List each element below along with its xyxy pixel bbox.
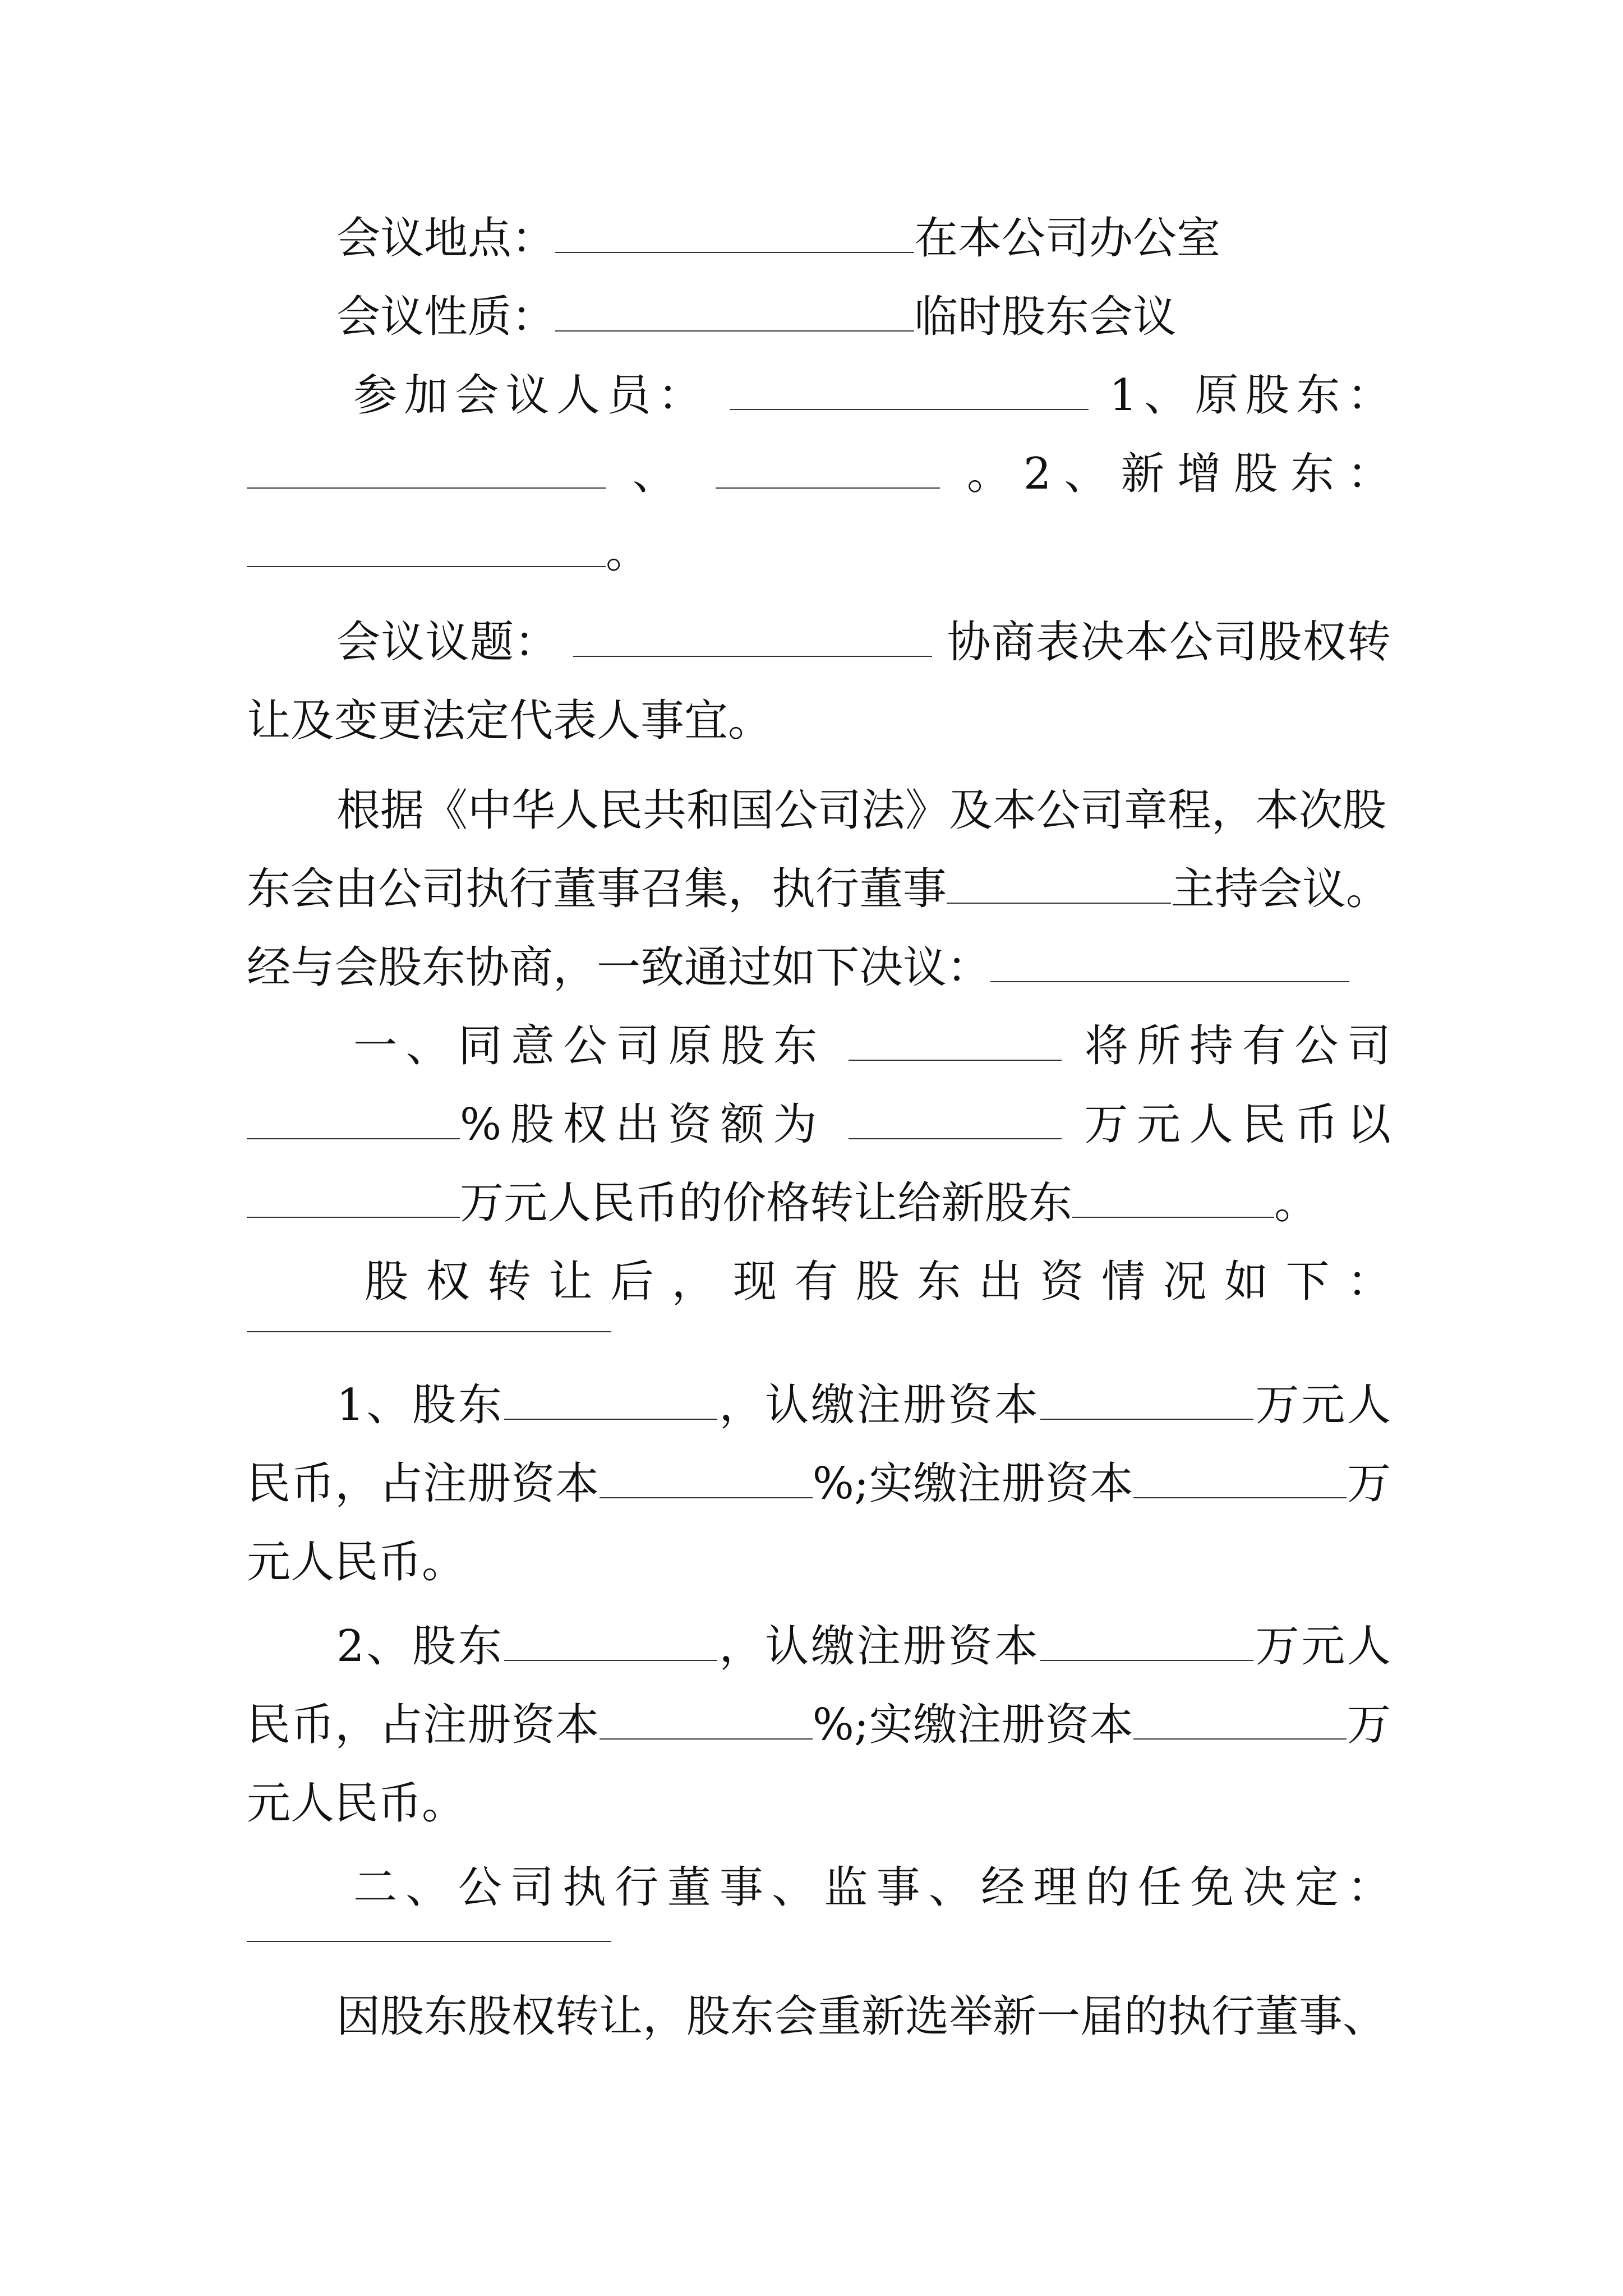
attendees-line <box>353 365 1391 426</box>
shareholder-2-paid-blank <box>1133 1705 1347 1740</box>
shareholder-2-text: 2、股东 <box>336 1621 504 1672</box>
host-director-blank <box>947 869 1171 904</box>
shareholder-1-text-7: 元人民币。 <box>247 1537 466 1588</box>
meeting-nature-line <box>336 286 1391 348</box>
topic-text: 协商表决本公司股权转 <box>947 617 1391 668</box>
basis-text-4: 经与会股东协商，一致通过如下决议： <box>247 942 991 993</box>
shareholder-1-text: 1、股东 <box>336 1380 504 1430</box>
basis-line <box>336 780 1391 841</box>
attendees-line-3 <box>247 522 1391 583</box>
meeting-nature-value: 临时股东会议 <box>914 292 1177 342</box>
shareholder-1-text-4: 民币，占注册资本 <box>247 1458 600 1509</box>
attendees-period: 。 <box>606 527 650 578</box>
topic-line-2 <box>247 690 1391 752</box>
meeting-place-blank <box>555 218 914 253</box>
resolution-1-line-2 <box>247 1094 1391 1156</box>
meeting-place-label: 会议地点： <box>336 213 556 264</box>
attendees-separator: 、 <box>632 449 689 499</box>
capital-amount-blank <box>849 1105 1062 1139</box>
shareholder-2-line-3 <box>247 1773 1391 1834</box>
basis-text: 根据《中华人民共和国公司法》及本公司章程，本次股 <box>336 785 1387 836</box>
shareholder-2-percent-blank <box>600 1705 813 1740</box>
equity-percent-blank <box>247 1105 460 1139</box>
resolution-2-text-2: 因股东股权转让，股东会重新选举新一届的执行董事、 <box>336 1991 1387 2042</box>
original-shareholder-blank-2 <box>716 454 940 489</box>
shareholder-1-subscribed-blank <box>1040 1385 1253 1420</box>
transfer-price-blank <box>247 1183 460 1218</box>
shareholder-1-name-blank <box>504 1385 717 1420</box>
resolution-2-line <box>353 1857 1391 1918</box>
attendees-label: 参加会议人员： <box>353 370 709 421</box>
resolution-1-text: 一、同意公司原股东 <box>353 1021 826 1071</box>
resolution-2-blank <box>247 1941 611 1942</box>
topic-blank <box>573 622 932 657</box>
shareholder-2-text-2: ，认缴注册资本 <box>717 1621 1040 1672</box>
shareholder-2-line-2 <box>247 1694 1391 1756</box>
shareholder-2-text-4: 民币，占注册资本 <box>247 1700 600 1750</box>
topic-line <box>336 611 1391 673</box>
basis-line-3 <box>247 937 1391 999</box>
after-transfer-line <box>365 1251 1391 1313</box>
attendees-original: 1、原股东： <box>1109 370 1391 421</box>
basis-line-2 <box>247 858 1419 920</box>
meeting-nature-label: 会议性质： <box>336 292 556 342</box>
attendees-blank <box>730 375 1089 410</box>
after-transfer-text: 股权转让后，现有股东出资情况如下： <box>365 1257 1391 1307</box>
resolution-1-line <box>353 1015 1391 1077</box>
meeting-nature-blank <box>555 297 914 332</box>
resolution-2-line-2 <box>336 1986 1413 2047</box>
shareholder-2-text-7: 元人民币。 <box>247 1778 466 1829</box>
basis-text-3: 主持会议。 <box>1171 864 1390 914</box>
meeting-place-value: 在本公司办公室 <box>914 213 1221 264</box>
shareholder-2-text-3: 万元人 <box>1253 1621 1391 1672</box>
meeting-place-line <box>336 208 1391 269</box>
shareholder-1-text-2: ，认缴注册资本 <box>717 1380 1040 1430</box>
shareholder-2-text-6: 万 <box>1347 1700 1391 1750</box>
shareholder-1-percent-blank <box>600 1464 813 1498</box>
shareholder-1-line-2 <box>247 1453 1391 1515</box>
shareholder-1-text-6: 万 <box>1347 1458 1391 1509</box>
shareholder-2-line <box>336 1616 1391 1677</box>
attendees-new: 。2、新增股东： <box>967 449 1391 499</box>
topic-text-2: 让及变更法定代表人事宜。 <box>247 696 772 746</box>
basis-text-2: 东会由公司执行董事召集，执行董事 <box>247 864 947 914</box>
resolution-1-text-5: 万元人民币的价格转让给新股东 <box>460 1178 1073 1228</box>
shareholder-1-text-3: 万元人 <box>1253 1380 1391 1430</box>
shareholder-1-paid-blank <box>1133 1464 1347 1498</box>
shareholder-2-name-blank <box>504 1626 717 1661</box>
resolution-1-text-4: 万元人民币以 <box>1084 1099 1391 1150</box>
shareholder-2-subscribed-blank <box>1040 1626 1253 1661</box>
resolution-1-text-6: 。 <box>1274 1178 1318 1228</box>
resolution-2-text: 二、公司执行董事、监事、经理的任免决定： <box>353 1862 1391 1913</box>
new-shareholder-name-blank <box>1072 1183 1274 1218</box>
resolution-1-text-3: %股权出资额为 <box>460 1099 826 1150</box>
topic-label: 会议议题： <box>336 617 559 668</box>
resolution-1-text-2: 将所持有公司 <box>1084 1021 1391 1071</box>
shareholder-1-text-5: %;实缴注册资本 <box>812 1458 1134 1509</box>
original-shareholder-blank-1 <box>247 454 606 489</box>
new-shareholder-blank <box>247 532 606 567</box>
shareholder-2-text-5: %;实缴注册资本 <box>812 1700 1134 1750</box>
shareholder-1-line <box>336 1374 1391 1436</box>
attendees-line-2 <box>247 443 1391 505</box>
original-shareholder-name-blank <box>849 1026 1062 1061</box>
resolution-1-line-3 <box>247 1172 1391 1234</box>
resolution-blank <box>990 947 1349 982</box>
shareholder-1-line-3 <box>247 1531 1391 1593</box>
after-transfer-blank <box>247 1331 611 1332</box>
